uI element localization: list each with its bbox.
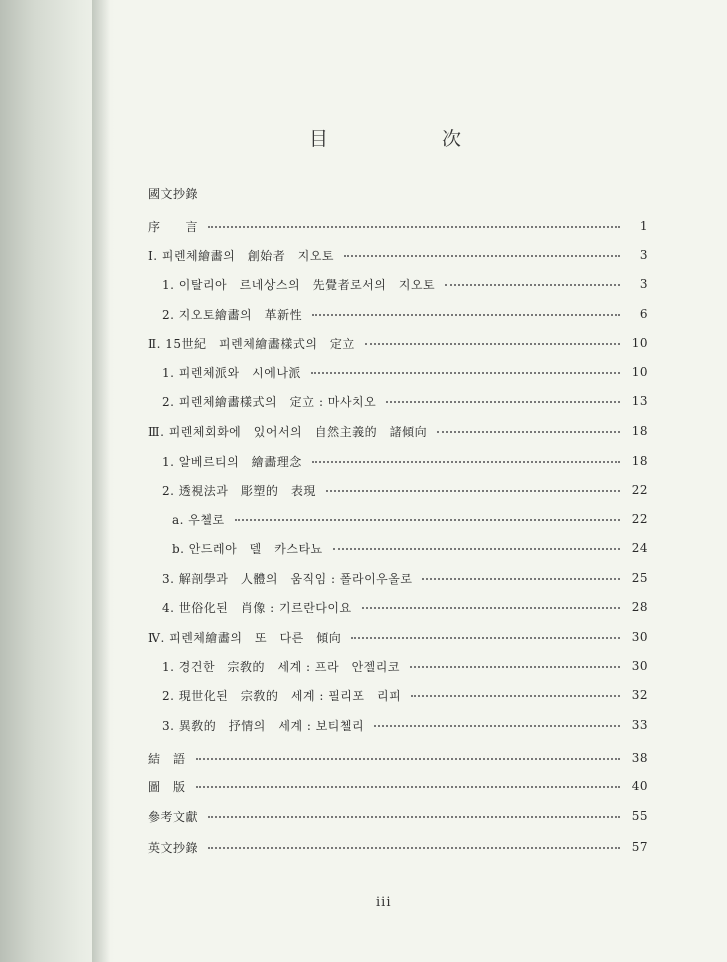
toc-entry-label: 1. 알베르티의 繪畵理念 bbox=[162, 454, 302, 469]
toc-entry-label: 結 語 bbox=[148, 751, 186, 766]
toc-entry-label: 4. 世俗化된 肖像 : 기르란다이요 bbox=[162, 600, 352, 615]
toc-entry-page: 40 bbox=[631, 779, 648, 793]
toc-entry-label: 英文抄錄 bbox=[148, 840, 199, 855]
dot-leader bbox=[374, 725, 620, 727]
dot-leader bbox=[311, 372, 620, 374]
toc-entry-page: 13 bbox=[631, 394, 648, 408]
toc-entry-page: 30 bbox=[631, 659, 648, 673]
toc-entry-label: 參考文獻 bbox=[148, 809, 199, 824]
dot-leader bbox=[326, 490, 620, 492]
toc-heading-left: 目 bbox=[309, 128, 329, 150]
toc-entry-page: 10 bbox=[631, 336, 648, 350]
toc-entry-page: 1 bbox=[639, 219, 648, 233]
dot-leader bbox=[312, 314, 620, 316]
toc-entry-3-2-b[interactable] bbox=[148, 538, 648, 558]
toc-entry-1-2[interactable] bbox=[148, 304, 648, 324]
toc-entry-page: 32 bbox=[631, 688, 648, 702]
toc-entry-label: 2. 지오토繪畵의 革新性 bbox=[162, 307, 303, 322]
dot-leader bbox=[386, 401, 620, 403]
toc-entry-page: 28 bbox=[631, 600, 648, 614]
toc-entry-4-2[interactable] bbox=[148, 685, 648, 705]
toc-entry-chapter-4[interactable] bbox=[148, 627, 648, 647]
toc-entry-label: 2. 피렌체繪畵樣式의 定立 : 마사치오 bbox=[162, 394, 377, 409]
dot-leader bbox=[344, 255, 620, 257]
toc-entry-page: 22 bbox=[631, 483, 648, 497]
toc-entry-page: 38 bbox=[631, 751, 648, 765]
toc-entry-page: 33 bbox=[631, 718, 648, 732]
toc-entry-page: 18 bbox=[631, 454, 648, 468]
toc-entry-plates[interactable] bbox=[148, 776, 648, 796]
toc-entry-label: 2. 透視法과 彫塑的 表現 bbox=[162, 483, 316, 498]
page-number: iii bbox=[376, 895, 392, 910]
abstract-heading bbox=[148, 183, 648, 203]
toc-entry-bibliography[interactable] bbox=[148, 806, 648, 826]
dot-leader bbox=[208, 847, 620, 849]
dot-leader bbox=[445, 284, 620, 286]
toc-entry-label: a. 우첼로 bbox=[172, 512, 225, 527]
toc-entry-page: 57 bbox=[631, 840, 648, 854]
toc-entry-label: 2. 現世化된 宗敎的 세계 : 필리포 리피 bbox=[162, 688, 402, 703]
dot-leader bbox=[422, 578, 620, 580]
toc-entry-3-1[interactable] bbox=[148, 451, 648, 471]
dot-leader bbox=[196, 786, 620, 788]
toc-entry-3-4[interactable] bbox=[148, 597, 648, 617]
toc-entry-label: Ⅳ. 피렌체繪畵의 또 다른 傾向 bbox=[148, 630, 342, 645]
toc-entry-page: 24 bbox=[631, 541, 648, 555]
toc-entry-conclusion[interactable] bbox=[148, 748, 648, 768]
toc-entry-1-1[interactable] bbox=[148, 274, 648, 294]
toc-entry-page: 25 bbox=[631, 571, 648, 585]
toc-heading-right: 次 bbox=[442, 128, 462, 150]
toc-entry-preface[interactable] bbox=[148, 216, 648, 236]
book-gutter-edge bbox=[92, 0, 110, 962]
toc-entry-2-1[interactable] bbox=[148, 362, 648, 382]
toc-entry-page: 18 bbox=[631, 424, 648, 438]
toc-entry-page: 55 bbox=[631, 809, 648, 823]
toc-entry-chapter-3[interactable] bbox=[148, 421, 648, 441]
toc-entry-page: 22 bbox=[631, 512, 648, 526]
dot-leader bbox=[208, 226, 620, 228]
dot-leader bbox=[196, 758, 620, 760]
dot-leader bbox=[351, 637, 620, 639]
toc-entry-label: Ⅲ. 피렌체회화에 있어서의 自然主義的 諸傾向 bbox=[148, 424, 428, 439]
dot-leader bbox=[333, 548, 620, 550]
toc-entry-chapter-2[interactable] bbox=[148, 333, 648, 353]
toc-entry-label: 1. 피렌체派와 시에나派 bbox=[162, 365, 301, 380]
dot-leader bbox=[312, 461, 620, 463]
toc-entry-english-abstract[interactable] bbox=[148, 837, 648, 857]
toc-entry-label: 1. 경건한 宗敎的 세계 : 프라 안젤리코 bbox=[162, 659, 400, 674]
toc-entry-chapter-1[interactable] bbox=[148, 245, 648, 265]
toc-entry-3-2[interactable] bbox=[148, 480, 648, 500]
toc-entry-label: 3. 異敎的 抒情의 세계 : 보티첼리 bbox=[162, 718, 365, 733]
toc-entry-3-3[interactable] bbox=[148, 568, 648, 588]
dot-leader bbox=[235, 519, 620, 521]
toc-entry-label: 圖 版 bbox=[148, 779, 186, 794]
dot-leader bbox=[362, 607, 620, 609]
toc-entry-4-3[interactable] bbox=[148, 715, 648, 735]
toc-entry-label: 序 言 bbox=[148, 219, 199, 234]
toc-entry-label: Ⅱ. 15世紀 피렌체繪畵樣式의 定立 bbox=[148, 336, 355, 351]
dot-leader bbox=[208, 816, 620, 818]
toc-entry-page: 30 bbox=[631, 630, 648, 644]
toc-entry-3-2-a[interactable] bbox=[148, 509, 648, 529]
toc-entry-label: 1. 이탈리아 르네상스의 先覺者로서의 지오토 bbox=[162, 277, 436, 292]
toc-entry-4-1[interactable] bbox=[148, 656, 648, 676]
toc-entry-label: Ⅰ. 피렌체繪畵의 創始者 지오토 bbox=[148, 248, 335, 263]
toc-entry-2-2[interactable] bbox=[148, 391, 648, 411]
toc-entry-label: 3. 解剖學과 人體의 움직임 : 폴라이우올로 bbox=[162, 571, 413, 586]
dot-leader bbox=[437, 431, 620, 433]
dot-leader bbox=[411, 695, 620, 697]
dot-leader bbox=[365, 343, 620, 345]
toc-entry-page: 3 bbox=[639, 248, 648, 262]
toc-entry-label: b. 안드레아 델 카스타뇨 bbox=[172, 541, 323, 556]
toc-entry-page: 10 bbox=[631, 365, 648, 379]
dot-leader bbox=[410, 666, 620, 668]
toc-entry-page: 3 bbox=[639, 277, 648, 291]
abstract-label: 國文抄錄 bbox=[148, 186, 199, 201]
toc-entry-page: 6 bbox=[639, 307, 648, 321]
